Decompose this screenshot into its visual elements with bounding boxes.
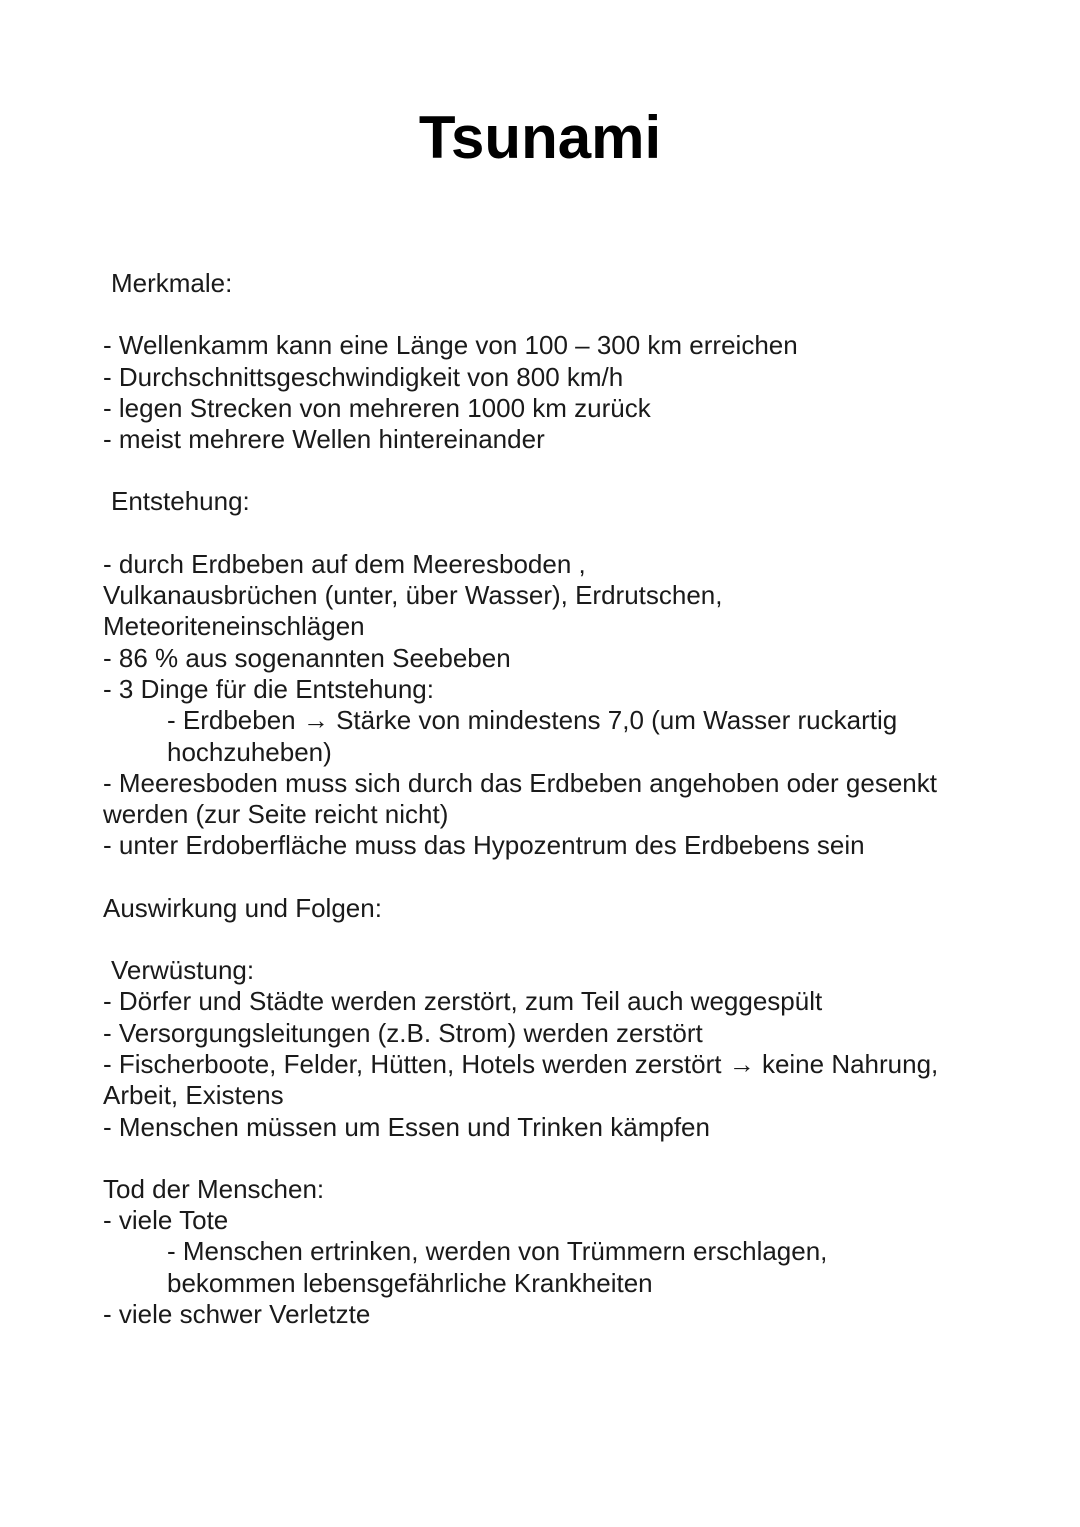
entstehung-subline: hochzuheben)	[167, 736, 332, 767]
merkmale-heading: Merkmale:	[111, 268, 233, 298]
page-title: Tsunami	[418, 104, 662, 171]
verwuestung-line: - Versorgungsleitungen (z.B. Strom) werden zerstört	[103, 1017, 703, 1048]
entstehung-line: - durch Erdbeben auf dem Meeresboden ,	[103, 548, 586, 579]
verwuestung-line: - Fischerboote, Felder, Hütten, Hotels werden zerstört → keine Nahrung,	[103, 1048, 939, 1079]
verwuestung-line: - Menschen müssen um Essen und Trinken kämpfen	[103, 1111, 710, 1142]
merkmale-item: - Durchschnittsgeschwindigkeit von 800 km/h	[103, 361, 624, 392]
verwuestung-line: Arbeit, Existens	[103, 1080, 284, 1111]
tod-heading: Tod der Menschen:	[103, 1173, 325, 1204]
document-body	[103, 268, 1043, 1330]
tod-line: - viele Tote	[103, 1205, 229, 1236]
tod-line: - viele schwer Verletzte	[103, 1299, 371, 1330]
entstehung-line: Meteoriteneinschlägen	[103, 611, 365, 642]
entstehung-line: - Meeresboden muss sich durch das Erdbeben angehoben oder gesenkt	[103, 767, 937, 798]
verwuestung-line: - Dörfer und Städte werden zerstört, zum Teil auch weggespült	[103, 986, 823, 1017]
entstehung-line: werden (zur Seite reicht nicht)	[103, 799, 449, 830]
verwuestung-heading: Verwüstung:	[111, 955, 255, 986]
entstehung-line: - 3 Dinge für die Entstehung:	[103, 673, 434, 704]
entstehung-line: Vulkanausbrüchen (unter, über Wasser), Erdrutschen,	[103, 580, 723, 611]
tod-subline: bekommen lebensgefährliche Krankheiten	[167, 1267, 653, 1298]
merkmale-item: - legen Strecken von mehreren 1000 km zurück	[103, 392, 651, 423]
tod-subline: - Menschen ertrinken, werden von Trümmern erschlagen,	[167, 1236, 828, 1267]
entstehung-heading: Entstehung:	[111, 486, 250, 517]
merkmale-item: - Wellenkamm kann eine Länge von 100 – 300 km erreichen	[103, 330, 798, 361]
entstehung-line: - 86 % aus sogenannten Seebeben	[103, 642, 511, 673]
auswirkung-heading: Auswirkung und Folgen:	[103, 892, 382, 923]
merkmale-item: - meist mehrere Wellen hintereinander	[103, 424, 545, 455]
entstehung-subline: - Erdbeben → Stärke von mindestens 7,0 (um Wasser ruckartig	[167, 705, 898, 736]
entstehung-line: - unter Erdoberfläche muss das Hypozentrum des Erdbebens sein	[103, 830, 865, 861]
